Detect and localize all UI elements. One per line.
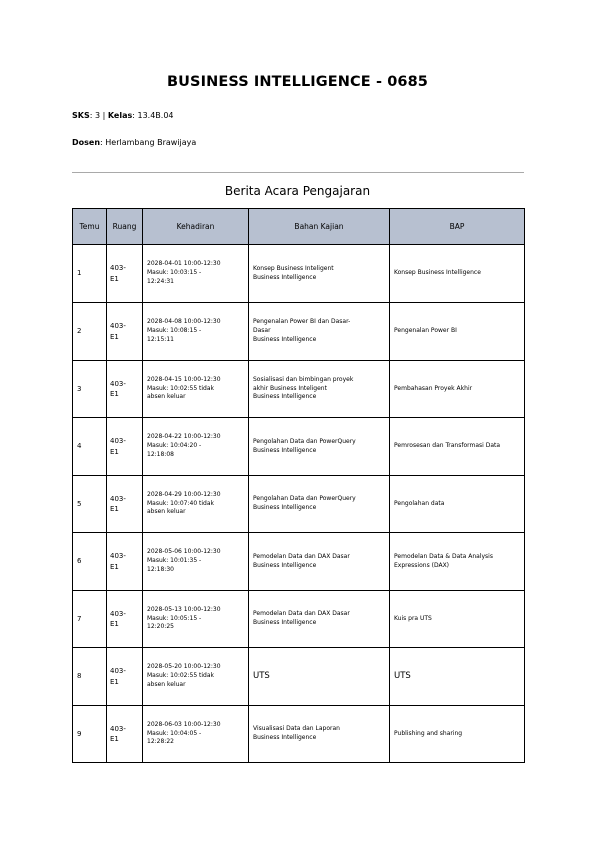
- cell-bap: [390, 533, 525, 591]
- cell-bap: [390, 303, 525, 361]
- cell-bap-line: UTS: [394, 671, 411, 682]
- cell-temu: 7: [73, 591, 107, 648]
- cell-ruang: [107, 533, 143, 591]
- cell-bap: [390, 591, 525, 648]
- cell-kehadiran: [143, 591, 249, 648]
- cell-bahan-kajian-line: Business Intelligence: [253, 273, 317, 281]
- cell-ruang-line: E1: [110, 677, 119, 686]
- cell-kehadiran-line: Masuk: 10:02:55 tidak: [147, 384, 215, 392]
- cell-ruang-line: E1: [110, 447, 119, 456]
- cell-ruang-line: 403-: [110, 552, 126, 560]
- cell-bap: [390, 418, 525, 476]
- cell-kehadiran-line: 12:20:25: [147, 623, 174, 631]
- table-row: [73, 476, 525, 533]
- cell-kehadiran-line: 2028-05-20 10:00-12:30: [147, 663, 221, 671]
- cell-ruang-line: 403-: [110, 609, 126, 618]
- cell-bahan-kajian-line: Konsep Business Inteligent: [253, 264, 334, 272]
- teaching-record-table: [72, 208, 525, 763]
- cell-bahan-kajian: [249, 361, 390, 418]
- cell-ruang: [107, 648, 143, 706]
- cell-bap-line: Pemrosesan dan Transformasi Data: [394, 442, 501, 450]
- cell-ruang-line: 403-: [110, 264, 126, 272]
- cell-kehadiran-line: 2028-04-22 10:00-12:30: [147, 433, 221, 441]
- cell-bahan-kajian-line: Pengenalan Power BI dan Dasar-: [253, 318, 351, 326]
- course-title: BUSINESS INTELLIGENCE - 0685: [167, 74, 428, 90]
- cell-bahan-kajian: [249, 533, 390, 591]
- cell-temu: 3: [73, 361, 107, 418]
- cell-bahan-kajian: [249, 476, 390, 533]
- cell-kehadiran: [143, 533, 249, 591]
- cell-ruang: [107, 303, 143, 361]
- dosen-label: Dosen: [72, 138, 101, 147]
- cell-bahan-kajian: [249, 648, 390, 706]
- cell-ruang-line: E1: [110, 735, 119, 743]
- cell-ruang: [107, 591, 143, 648]
- sks-value: : 3 |: [89, 111, 106, 120]
- cell-bap-line: Kuis pra UTS: [394, 614, 432, 622]
- column-header-bahan-kajian: Bahan Kajian: [249, 209, 390, 245]
- cell-ruang-line: E1: [110, 274, 119, 283]
- cell-bahan-kajian: [249, 591, 390, 648]
- column-header-kehadiran: Kehadiran: [143, 209, 249, 245]
- cell-kehadiran-line: Masuk: 10:07:40 tidak: [147, 499, 215, 507]
- cell-ruang: [107, 418, 143, 476]
- cell-bap-line: Konsep Business Intelligence: [394, 269, 481, 277]
- cell-ruang-line: E1: [110, 390, 119, 398]
- course-meta: [72, 111, 174, 120]
- cell-kehadiran-line: 2028-05-13 10:00-12:30: [147, 605, 221, 613]
- cell-kehadiran-line: 12:28:22: [147, 738, 174, 746]
- cell-kehadiran-line: 12:15:11: [147, 335, 174, 343]
- cell-bahan-kajian-line: Business Intelligence: [253, 393, 317, 401]
- table-row: [73, 418, 525, 476]
- cell-ruang-line: 403-: [110, 379, 126, 388]
- lecturer-meta: [72, 138, 196, 147]
- cell-bahan-kajian-line: Dasar: [253, 327, 271, 335]
- dosen-value: : Herlambang Brawijaya: [100, 138, 197, 147]
- cell-kehadiran: [143, 706, 249, 763]
- column-header-ruang: Ruang: [107, 209, 143, 245]
- cell-bap: [390, 361, 525, 418]
- cell-temu: 6: [73, 533, 107, 591]
- table-body: [73, 245, 525, 763]
- cell-bap: [390, 706, 525, 763]
- cell-ruang: [107, 245, 143, 303]
- cell-kehadiran-line: absen keluar: [147, 680, 186, 688]
- cell-ruang-line: 403-: [110, 322, 126, 330]
- cell-ruang-line: 403-: [110, 494, 126, 503]
- cell-bap: [390, 648, 525, 706]
- cell-bahan-kajian: [249, 418, 390, 476]
- cell-kehadiran: [143, 245, 249, 303]
- cell-kehadiran-line: Masuk: 10:05:15 -: [147, 614, 202, 622]
- kelas-label: Kelas: [107, 111, 133, 120]
- cell-kehadiran: [143, 648, 249, 706]
- cell-kehadiran-line: Masuk: 10:04:05 -: [147, 729, 202, 737]
- cell-kehadiran-line: Masuk: 10:08:15 -: [147, 327, 202, 335]
- cell-bahan-kajian: [249, 245, 390, 303]
- table-row: [73, 303, 525, 361]
- cell-bahan-kajian-line: Business Intelligence: [253, 446, 317, 454]
- cell-bahan-kajian-line: Business Intelligence: [253, 619, 317, 626]
- cell-kehadiran: [143, 303, 249, 361]
- cell-temu: 9: [73, 706, 107, 763]
- cell-kehadiran-line: Masuk: 10:02:55 tidak: [147, 672, 215, 680]
- column-header-temu: Temu: [73, 209, 107, 245]
- table-row: [73, 533, 525, 591]
- cell-kehadiran-line: 2028-04-01 10:00-12:30: [147, 260, 221, 268]
- table-row: [73, 648, 525, 706]
- column-header-bap: BAP: [390, 209, 525, 245]
- cell-temu: 4: [73, 418, 107, 476]
- cell-bap-line: Pemodelan Data & Data Analysis: [394, 552, 493, 560]
- cell-bahan-kajian-line: Business Intelligence: [253, 335, 317, 343]
- cell-ruang: [107, 476, 143, 533]
- cell-kehadiran-line: 12:24:31: [147, 277, 174, 285]
- cell-temu: 8: [73, 648, 107, 706]
- cell-kehadiran-line: 2028-04-08 10:00-12:30: [147, 318, 221, 326]
- cell-bahan-kajian-line: akhir Business Inteligent: [253, 384, 327, 392]
- cell-kehadiran-line: Masuk: 10:01:35 -: [147, 557, 202, 565]
- cell-bahan-kajian: [249, 303, 390, 361]
- cell-bahan-kajian-line: Visualisasi Data dan Laporan: [253, 725, 340, 733]
- cell-kehadiran-line: 12:18:30: [147, 565, 174, 573]
- cell-bahan-kajian-line: Pemodelan Data dan DAX Dasar: [253, 610, 350, 618]
- cell-kehadiran-line: Masuk: 10:04:20 -: [147, 442, 202, 450]
- cell-bahan-kajian-line: Pengolahan Data dan PowerQuery: [253, 437, 356, 445]
- cell-kehadiran-line: 2028-04-29 10:00-12:30: [147, 490, 221, 498]
- cell-temu: 1: [73, 245, 107, 303]
- table-row: [73, 591, 525, 648]
- table-row: [73, 706, 525, 763]
- cell-bahan-kajian-line: Sosialisasi dan bimbingan proyek: [253, 375, 354, 383]
- cell-bap-line: Pengenalan Power BI: [394, 327, 457, 335]
- cell-temu: 5: [73, 476, 107, 533]
- cell-kehadiran: [143, 361, 249, 418]
- cell-ruang-line: E1: [110, 505, 119, 513]
- cell-bahan-kajian-line: Business Intelligence: [253, 734, 317, 741]
- table-row: [73, 245, 525, 303]
- cell-bap-line: Pembahasan Proyek Akhir: [394, 384, 473, 392]
- cell-bap-line: Expressions (DAX): [394, 561, 450, 569]
- cell-kehadiran-line: 2028-04-15 10:00-12:30: [147, 375, 221, 383]
- cell-ruang-line: 403-: [110, 437, 126, 445]
- cell-kehadiran-line: absen keluar: [147, 393, 186, 401]
- cell-kehadiran: [143, 476, 249, 533]
- divider: [72, 172, 524, 173]
- cell-ruang-line: E1: [110, 562, 119, 571]
- cell-ruang-line: E1: [110, 332, 119, 341]
- cell-bahan-kajian-line: Business Intelligence: [253, 561, 317, 569]
- sks-label: SKS: [72, 111, 90, 120]
- cell-kehadiran: [143, 418, 249, 476]
- section-title: Berita Acara Pengajaran: [224, 184, 371, 198]
- cell-temu: 2: [73, 303, 107, 361]
- cell-bahan-kajian-line: UTS: [253, 671, 270, 682]
- cell-bap: [390, 476, 525, 533]
- table-header-row: [73, 209, 525, 245]
- cell-kehadiran-line: absen keluar: [147, 508, 186, 516]
- cell-bahan-kajian-line: Pengolahan Data dan PowerQuery: [253, 495, 356, 503]
- cell-bahan-kajian: [249, 706, 390, 763]
- cell-bahan-kajian-line: Pemodelan Data dan DAX Dasar: [253, 552, 350, 560]
- table-row: [73, 361, 525, 418]
- cell-kehadiran-line: Masuk: 10:03:15 -: [147, 269, 202, 277]
- cell-bap: [390, 245, 525, 303]
- kelas-value: : 13.4B.04: [132, 111, 174, 120]
- cell-ruang: [107, 706, 143, 763]
- cell-kehadiran-line: 2028-05-06 10:00-12:30: [147, 548, 221, 556]
- cell-kehadiran-line: 2028-06-03 10:00-12:30: [147, 720, 221, 728]
- cell-kehadiran-line: 12:18:08: [147, 450, 174, 458]
- cell-ruang-line: 403-: [110, 667, 126, 675]
- cell-bap-line: Pengolahan data: [394, 499, 445, 507]
- cell-bap-line: Publishing and sharing: [394, 729, 463, 737]
- cell-bahan-kajian-line: Business Intelligence: [253, 504, 317, 511]
- cell-ruang-line: 403-: [110, 724, 126, 733]
- cell-ruang: [107, 361, 143, 418]
- cell-ruang-line: E1: [110, 620, 119, 628]
